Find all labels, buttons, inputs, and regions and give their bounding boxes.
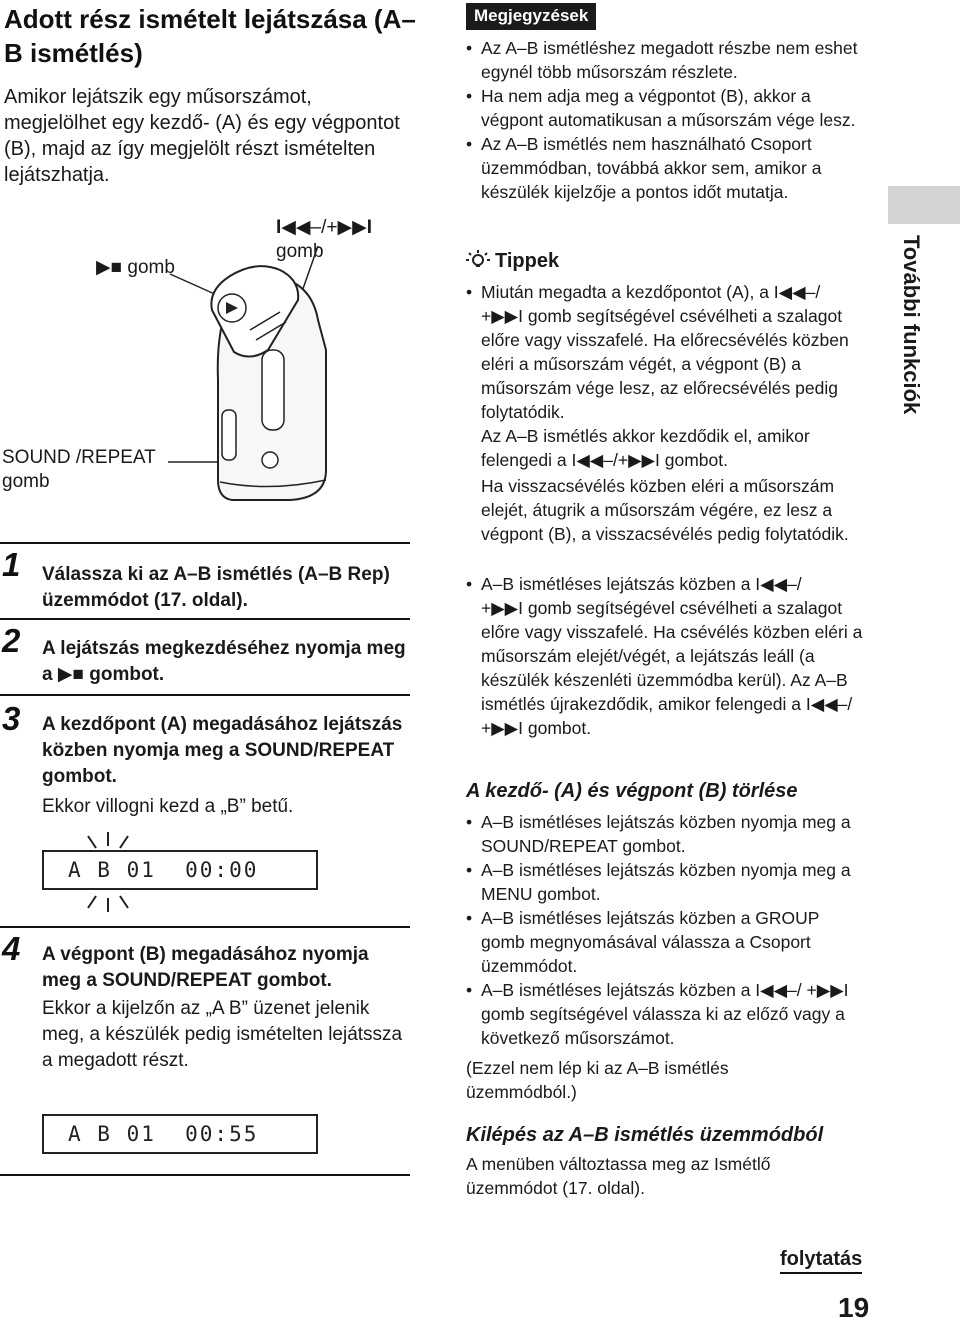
clear-section-heading: A kezdő- (A) és végpont (B) törlése	[466, 780, 798, 802]
side-tab-label: További funkciók	[899, 235, 924, 415]
list-item: • A–B ismétléses lejátszás közben nyomja meg a MENU gombot.	[466, 858, 866, 906]
device-illustration	[0, 0, 420, 520]
list-item: • A–B ismétléses lejátszás közben a I◀◀–/ +▶▶I gomb segítségével válassza ki az előző vagy a következő műsorszámot.	[466, 978, 866, 1050]
notes-list	[466, 36, 866, 204]
step-4-text: A végpont (B) megadásához nyomja meg a SOUND/REPEAT gombot.	[42, 944, 369, 991]
sound-repeat-label: SOUND /REPEAT gomb	[2, 447, 156, 492]
step-4-number: 4	[2, 930, 21, 967]
exit-section-heading: Kilépés az A–B ismétlés üzemmódból	[466, 1124, 824, 1146]
play-stop-label: ▶■ gomb	[96, 257, 175, 278]
clear-section-list	[466, 810, 866, 1050]
side-tab-marker	[888, 186, 960, 224]
list-item: • Az A–B ismétlés nem használható Csoport üzemmódban, továbbá akkor sem, amikor a készülék kijelzője a pontos időt mutatja.	[466, 132, 866, 204]
exit-section-text: A menüben változtassa meg az Ismétlő üzemmódot (17. oldal).	[466, 1154, 771, 1198]
device-window	[262, 350, 284, 430]
tips-list-2	[466, 572, 866, 740]
continue-label: folytatás	[780, 1246, 862, 1274]
notes-heading: Megjegyzések	[466, 3, 596, 30]
step-3-sub: Ekkor villogni kezd a „B” betű.	[42, 796, 294, 817]
list-item: • A–B ismétléses lejátszás közben a GROUP gomb megnyomásával válassza a Csoport üzemmódot.	[466, 906, 866, 978]
list-item: • Ha nem adja meg a végpontot (B), akkor a végpont automatikusan a műsorszám vége lesz.	[466, 84, 866, 132]
step-1-text: Válassza ki az A–B ismétlés (A–B Rep) üzemmódot (17. oldal).	[42, 564, 390, 611]
side-switch	[222, 410, 236, 460]
divider	[0, 694, 410, 696]
step-4-sub: Ekkor a kijelzőn az „A B” üzenet jelenik meg, a készülék pedig ismételten lejátssza a megadott részt.	[42, 998, 403, 1071]
page-title: Adott rész ismételt lejátszása (A–B ismétlés)	[4, 4, 416, 68]
intro-paragraph: Amikor lejátszik egy műsorszámot, megjelölhet egy kezdő- (A) és egy végpontot (B), majd az így megjelölt részt ismételten lejátszhatja.	[4, 86, 400, 186]
tips-list-1	[466, 280, 866, 424]
step-1-number: 1	[2, 546, 21, 583]
step-2-number: 2	[2, 622, 21, 659]
divider	[0, 542, 410, 544]
skip-label: I◀◀–/+▶▶I gomb	[276, 217, 372, 262]
sound-repeat-button-icon	[262, 452, 278, 468]
list-item: • A–B ismétléses lejátszás közben a I◀◀–/ +▶▶I gomb segítségével csévélheti a szalagot előre vagy visszafelé. Ha csévélés közben eléri a műsorszám elejét/végét, a lejátszás leáll (a készülék készenléti üzemmódba kerül). Az A–B ismétlés újrakezdődik, amikor felengedi a I◀◀–/ +▶▶I gombot.	[466, 572, 866, 740]
list-item: • Az A–B ismétléshez megadott részbe nem eshet egynél több műsorszám részlete.	[466, 36, 866, 84]
divider	[0, 926, 410, 928]
skip-forward-symbol: ▶▶I	[337, 217, 372, 238]
step-3-text: A kezdőpont (A) megadásához lejátszás közben nyomja meg a SOUND/REPEAT gombot.	[42, 714, 403, 787]
step-3-number: 3	[2, 700, 21, 737]
page-number: 19	[838, 1292, 870, 1323]
list-item: • Miután megadta a kezdőpontot (A), a I◀◀–/ +▶▶I gomb segítségével csévélheti a szalagot előre vagy visszafelé. Ha előrecsévélés közben eléri a műsorszám végét, a végpont (B) a műsorszám vége lesz, az előrecsévélés pedig folytatódik.	[466, 280, 866, 424]
lcd-display-1: A B 01 00:00	[42, 850, 318, 890]
divider	[0, 618, 410, 620]
tips-heading: Tippek	[495, 250, 560, 272]
lcd-display-2: A B 01 00:55	[42, 1114, 318, 1154]
list-item: • A–B ismétléses lejátszás közben nyomja meg a SOUND/REPEAT gombot.	[466, 810, 866, 858]
clear-section-after: (Ezzel nem lép ki az A–B ismétlés üzemmódból.)	[466, 1058, 729, 1102]
divider	[0, 1174, 410, 1176]
play-stop-symbol: ▶■	[57, 664, 84, 685]
tips-paragraph-2: Ha visszacsévélés közben eléri a műsorszám elejét, átugrik a műsorszám végére, ez lesz a végpont (B), a visszacsévélés pedig folytatódik.	[481, 476, 849, 544]
step-2-text: A lejátszás megkezdéséhez nyomja meg a ▶■ gombot.	[42, 638, 406, 685]
lightbulb-icon	[466, 250, 490, 274]
play-stop-symbol: ▶■	[96, 257, 123, 278]
tips-paragraph-1: Az A–B ismétlés akkor kezdődik el, amikor felengedi a I◀◀–/+▶▶I gombot.	[481, 426, 810, 470]
skip-back-symbol: I◀◀	[276, 217, 311, 238]
